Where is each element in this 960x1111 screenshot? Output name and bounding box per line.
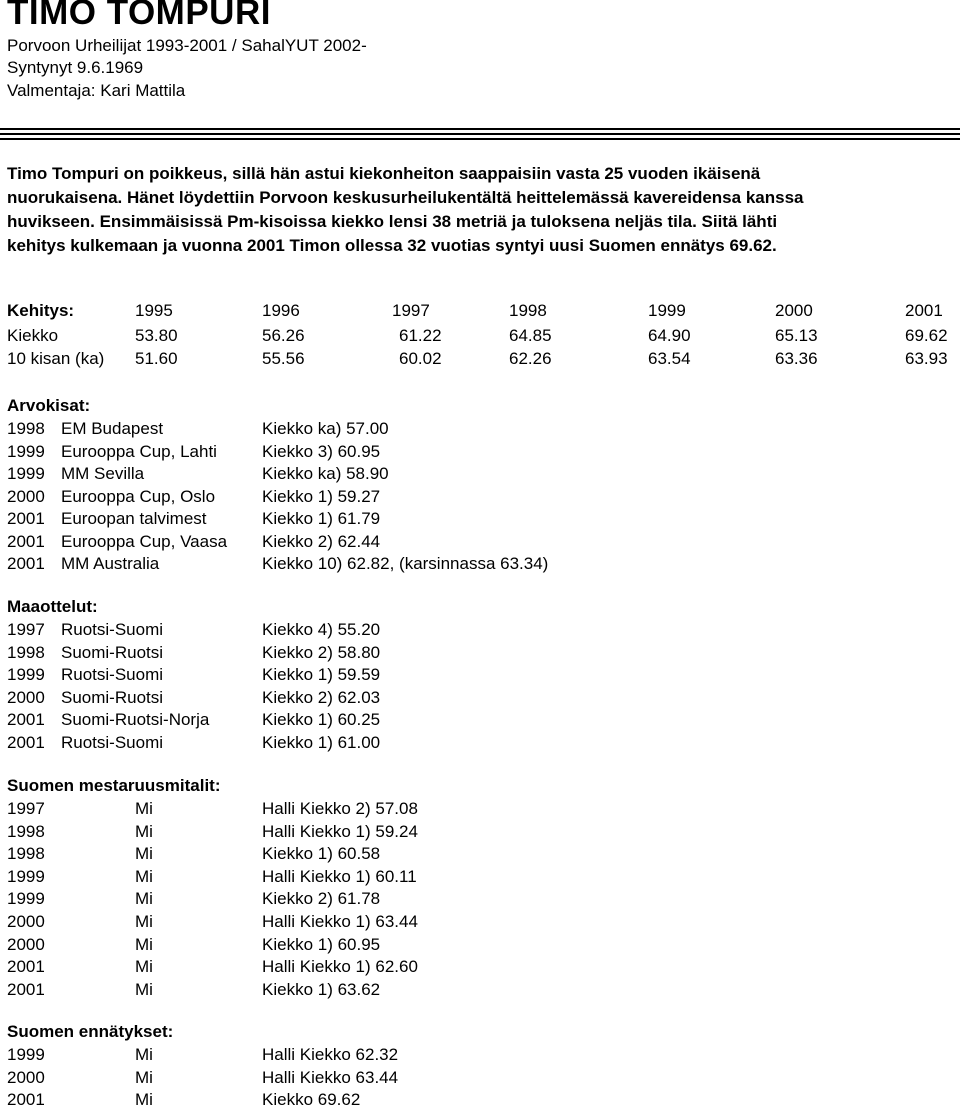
- international-year: 1997: [7, 620, 45, 639]
- international-year: 1998: [7, 642, 45, 662]
- medal-result: Halli Kiekko 2) 57.08: [262, 799, 418, 818]
- birth-line: Syntynyt 9.6.1969: [7, 58, 144, 77]
- championship-event: MM Sevilla: [61, 464, 145, 483]
- medal-result: Kiekko 1) 60.58: [262, 844, 381, 864]
- international-result: Kiekko 1) 61.00: [262, 733, 381, 752]
- championship-event: Eurooppa Cup, Oslo: [61, 486, 216, 506]
- internationals-heading: Maaottelut:: [7, 597, 98, 616]
- development-value: 63.93: [905, 349, 948, 368]
- national-medal-row: [0, 934, 960, 956]
- international-result: Kiekko 2) 62.03: [262, 687, 381, 707]
- championship-year: 1999: [7, 441, 45, 461]
- international-year: 2000: [7, 687, 45, 707]
- medal-year: 2001: [7, 979, 45, 999]
- championship-result: Kiekko ka) 58.90: [262, 464, 389, 483]
- record-class: Mi: [135, 1067, 153, 1087]
- national-medal-row: [0, 911, 960, 933]
- championship-event: Eurooppa Cup, Vaasa: [61, 531, 228, 551]
- championship-event: Euroopan talvimest: [61, 509, 207, 528]
- record-result: Halli Kiekko 62.32: [262, 1045, 399, 1064]
- medal-class: Mi: [135, 912, 153, 931]
- championship-result: Kiekko 10) 62.82, (karsinnassa 63.34): [262, 554, 549, 573]
- development-year: 1998: [509, 301, 547, 320]
- championship-row: [0, 553, 960, 575]
- championship-result: Kiekko 2) 62.44: [262, 531, 381, 551]
- development-value: 62.26: [509, 349, 552, 368]
- record-class: Mi: [135, 1045, 153, 1064]
- intro-line: Timo Tompuri on poikkeus, sillä hän astui kiekonheiton saappaisiin vasta 25 vuoden ikäisenä: [7, 164, 761, 183]
- international-row: [0, 687, 960, 709]
- development-value: 61.22: [399, 326, 442, 345]
- header-rule: [0, 128, 960, 130]
- medal-class: Mi: [135, 799, 153, 818]
- development-value: 64.85: [509, 326, 552, 345]
- development-value: 56.26: [262, 326, 305, 345]
- development-year: 2000: [775, 301, 813, 320]
- international-row: [0, 732, 960, 754]
- international-event: Ruotsi-Suomi: [61, 665, 164, 685]
- development-value: 53.80: [135, 326, 178, 345]
- medal-class: Mi: [135, 844, 153, 864]
- championship-result: Kiekko 1) 61.79: [262, 509, 381, 528]
- international-event: Ruotsi-Suomi: [61, 733, 164, 752]
- medal-year: 1999: [7, 866, 45, 886]
- championship-result: Kiekko ka) 57.00: [262, 419, 389, 438]
- intro-paragraph: [7, 162, 957, 258]
- championship-row: [0, 418, 960, 440]
- medal-year: 1998: [7, 821, 45, 841]
- development-value: 65.13: [775, 326, 818, 345]
- medal-year: 1999: [7, 889, 45, 909]
- development-value: 63.36: [775, 349, 818, 368]
- intro-line: nuorukaisena. Hänet löydettiin Porvoon keskusurheilukentältä heittelemässä kavereidensa kanssa: [7, 188, 804, 207]
- medal-class: Mi: [135, 934, 153, 954]
- medal-result: Kiekko 1) 63.62: [262, 979, 381, 999]
- clubs-line: Porvoon Urheilijat 1993-2001 / SahalYUT 2002-: [7, 36, 367, 55]
- header-rule: [0, 138, 960, 140]
- international-row: [0, 619, 960, 641]
- development-row: [0, 325, 960, 347]
- international-result: Kiekko 4) 55.20: [262, 620, 381, 639]
- header-rule: [0, 133, 960, 135]
- international-row: [0, 709, 960, 731]
- championship-row: [0, 486, 960, 508]
- medal-year: 2000: [7, 912, 45, 931]
- championship-year: 2001: [7, 509, 45, 528]
- international-year: 1999: [7, 665, 45, 685]
- development-header-row: [0, 300, 960, 322]
- development-year: 1997: [392, 301, 430, 320]
- medal-year: 1997: [7, 799, 45, 818]
- championship-year: 2000: [7, 486, 45, 506]
- international-result: Kiekko 2) 58.80: [262, 642, 381, 662]
- record-result: Kiekko 69.62: [262, 1090, 361, 1110]
- development-heading: Kehitys:: [7, 301, 75, 320]
- development-row: [0, 348, 960, 370]
- development-value: 55.56: [262, 349, 305, 368]
- national-medal-row: [0, 843, 960, 865]
- international-event: Ruotsi-Suomi: [61, 620, 164, 639]
- development-year: 2001: [905, 301, 943, 320]
- medal-result: Halli Kiekko 1) 63.44: [262, 912, 418, 931]
- medal-result: Halli Kiekko 1) 62.60: [262, 957, 418, 977]
- development-value: 63.54: [648, 349, 691, 368]
- national-medal-row: [0, 821, 960, 843]
- development-row-label: 10 kisan (ka): [7, 349, 105, 368]
- intro-line: kehitys kulkemaan ja vuonna 2001 Timon ollessa 32 vuotias syntyi uusi Suomen ennätys 69.62.: [7, 236, 777, 255]
- national-records-heading: Suomen ennätykset:: [7, 1022, 174, 1041]
- medal-class: Mi: [135, 866, 153, 886]
- medal-year: 1998: [7, 844, 45, 864]
- championship-year: 1998: [7, 419, 45, 438]
- national-record-row: [0, 1067, 960, 1089]
- medal-result: Halli Kiekko 1) 60.11: [262, 866, 417, 886]
- international-event: Suomi-Ruotsi: [61, 642, 164, 662]
- development-value: 60.02: [399, 349, 442, 368]
- medal-result: Halli Kiekko 1) 59.24: [262, 821, 418, 841]
- championship-event: MM Australia: [61, 554, 160, 573]
- international-year: 2001: [7, 733, 45, 752]
- development-value: 51.60: [135, 349, 178, 368]
- championship-event: EM Budapest: [61, 419, 164, 438]
- national-record-row: [0, 1089, 960, 1111]
- medal-class: Mi: [135, 889, 153, 909]
- international-event: Suomi-Ruotsi: [61, 687, 164, 707]
- national-medal-row: [0, 798, 960, 820]
- championship-event: Eurooppa Cup, Lahti: [61, 441, 217, 461]
- national-record-row: [0, 1044, 960, 1066]
- record-year: 1999: [7, 1045, 45, 1064]
- medal-class: Mi: [135, 821, 153, 841]
- record-year: 2000: [7, 1067, 45, 1087]
- national-medal-row: [0, 888, 960, 910]
- medal-class: Mi: [135, 979, 153, 999]
- medal-result: Kiekko 1) 60.95: [262, 934, 381, 954]
- national-medal-row: [0, 956, 960, 978]
- development-value: 64.90: [648, 326, 691, 345]
- coach-line: Valmentaja: Kari Mattila: [7, 81, 186, 100]
- international-row: [0, 664, 960, 686]
- international-result: Kiekko 1) 60.25: [262, 710, 381, 730]
- athlete-name: TIMO TOMPURI: [7, 0, 271, 32]
- record-year: 2001: [7, 1090, 45, 1110]
- development-row-label: Kiekko: [7, 326, 59, 345]
- international-result: Kiekko 1) 59.59: [262, 665, 381, 685]
- championship-row: [0, 508, 960, 530]
- championship-year: 1999: [7, 464, 45, 483]
- development-year: 1999: [648, 301, 686, 320]
- international-row: [0, 642, 960, 664]
- record-result: Halli Kiekko 63.44: [262, 1067, 399, 1087]
- medal-year: 2000: [7, 934, 45, 954]
- record-class: Mi: [135, 1090, 153, 1110]
- championship-year: 2001: [7, 554, 45, 573]
- international-year: 2001: [7, 710, 45, 730]
- development-value: 69.62: [905, 326, 948, 345]
- intro-line: huvikseen. Ensimmäisissä Pm-kisoissa kiekko lensi 38 metriä ja tuloksena neljäs tila. Siitä lähti: [7, 212, 778, 231]
- medal-result: Kiekko 2) 61.78: [262, 889, 381, 909]
- international-event: Suomi-Ruotsi-Norja: [61, 710, 210, 730]
- national-medals-heading: Suomen mestaruusmitalit:: [7, 776, 221, 795]
- championship-result: Kiekko 1) 59.27: [262, 486, 381, 506]
- championship-result: Kiekko 3) 60.95: [262, 441, 381, 461]
- championship-row: [0, 463, 960, 485]
- national-medal-row: [0, 866, 960, 888]
- championship-row: [0, 531, 960, 553]
- championship-row: [0, 441, 960, 463]
- development-year: 1996: [262, 301, 300, 320]
- medal-year: 2001: [7, 957, 45, 977]
- national-medal-row: [0, 979, 960, 1001]
- championships-heading: Arvokisat:: [7, 396, 91, 415]
- medal-class: Mi: [135, 957, 153, 977]
- championship-year: 2001: [7, 531, 45, 551]
- development-year: 1995: [135, 301, 173, 320]
